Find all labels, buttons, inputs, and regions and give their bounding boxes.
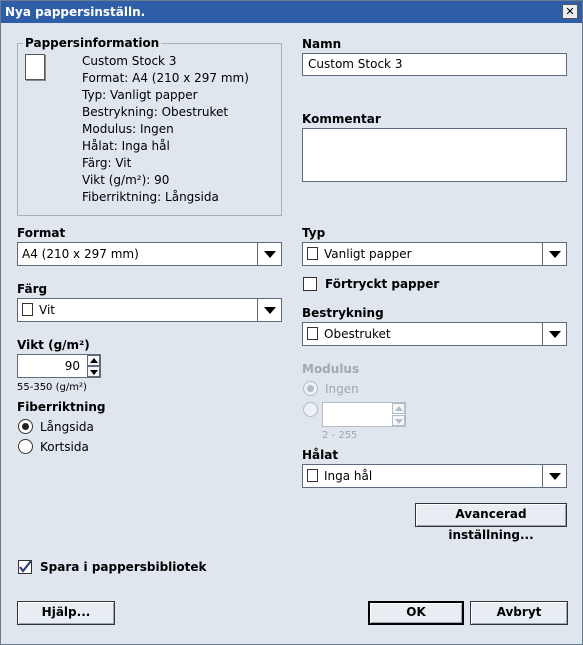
preprinted-checkbox[interactable]	[303, 277, 317, 291]
paper-info-legend: Pappersinformation	[25, 36, 160, 50]
paper-info-type: Typ: Vanligt papper	[82, 88, 198, 102]
color-value: Vit	[39, 303, 55, 317]
coating-dropdown-arrow-icon[interactable]	[542, 323, 566, 345]
modulus-none-label: Ingen	[325, 382, 359, 396]
paper-info-format: Format: A4 (210 x 297 mm)	[82, 71, 249, 85]
grain-long-label[interactable]: Långsida	[40, 420, 94, 434]
name-input[interactable]: Custom Stock 3	[302, 53, 567, 76]
coating-dropdown[interactable]	[302, 322, 567, 346]
close-button[interactable]: ✕	[562, 4, 578, 19]
weight-spinner[interactable]	[17, 354, 101, 378]
weight-range-hint: 55-350 (g/m²)	[17, 382, 87, 393]
paper-info-weight: Vikt (g/m²): 90	[82, 173, 170, 187]
advanced-settings-button[interactable]: Avancerad inställning...	[415, 503, 567, 527]
modulus-label: Modulus	[302, 362, 360, 376]
punched-swatch-icon	[307, 469, 318, 482]
color-swatch-icon	[22, 303, 33, 316]
punched-value: Inga hål	[324, 469, 373, 483]
format-dropdown[interactable]	[17, 242, 282, 266]
modulus-custom-radio[interactable]	[303, 402, 318, 417]
weight-label: Vikt (g/m²)	[17, 338, 90, 352]
type-swatch-icon	[307, 247, 318, 260]
paper-info-modulus: Modulus: Ingen	[82, 122, 174, 136]
modulus-decrement-icon[interactable]	[392, 415, 405, 426]
coating-swatch-icon	[307, 327, 318, 340]
save-library-checkbox[interactable]	[18, 560, 32, 574]
weight-value[interactable]: 90	[64, 359, 80, 373]
coating-label: Bestrykning	[302, 306, 384, 320]
paper-info-grain: Fiberriktning: Långsida	[82, 190, 219, 204]
format-value: A4 (210 x 297 mm)	[22, 247, 139, 261]
weight-increment-icon[interactable]	[87, 355, 100, 366]
modulus-spinner[interactable]	[322, 402, 406, 427]
comment-input[interactable]	[302, 128, 567, 182]
type-dropdown[interactable]	[302, 242, 567, 266]
format-dropdown-arrow-icon[interactable]	[257, 243, 281, 265]
grain-label: Fiberriktning	[17, 400, 106, 414]
modulus-range-hint: 2 - 255	[322, 430, 358, 441]
color-dropdown-arrow-icon[interactable]	[257, 299, 281, 321]
paper-sheet-icon	[25, 54, 45, 80]
comment-label: Kommentar	[302, 112, 381, 126]
paper-info-name: Custom Stock 3	[82, 54, 177, 68]
grain-short-radio[interactable]	[18, 439, 33, 454]
paper-info-punched: Hålat: Inga hål	[82, 139, 170, 153]
modulus-increment-icon[interactable]	[392, 403, 405, 414]
punched-label: Hålat	[302, 448, 339, 462]
paper-info-coating: Bestrykning: Obestruket	[82, 105, 229, 119]
color-label: Färg	[17, 282, 48, 296]
type-value: Vanligt papper	[324, 247, 412, 261]
coating-value: Obestruket	[324, 327, 391, 341]
save-library-label[interactable]: Spara i pappersbibliotek	[40, 560, 207, 574]
window-title: Nya pappersinställn.	[5, 5, 146, 19]
type-label: Typ	[302, 226, 326, 240]
type-dropdown-arrow-icon[interactable]	[542, 243, 566, 265]
grain-long-radio[interactable]	[18, 419, 33, 434]
punched-dropdown[interactable]	[302, 464, 567, 488]
weight-decrement-icon[interactable]	[87, 366, 100, 377]
format-label: Format	[17, 226, 66, 240]
name-label: Namn	[302, 37, 342, 51]
cancel-button[interactable]: Avbryt	[470, 601, 568, 625]
preprinted-label[interactable]: Förtryckt papper	[325, 277, 440, 291]
ok-button[interactable]: OK	[368, 601, 464, 625]
title-bar	[1, 1, 582, 23]
punched-dropdown-arrow-icon[interactable]	[542, 465, 566, 487]
grain-short-label[interactable]: Kortsida	[40, 440, 89, 454]
color-dropdown[interactable]	[17, 298, 282, 322]
paper-info-color: Färg: Vit	[82, 156, 132, 170]
help-button[interactable]: Hjälp...	[17, 601, 115, 625]
checkmark-icon	[18, 560, 32, 574]
modulus-none-radio[interactable]	[303, 381, 318, 396]
